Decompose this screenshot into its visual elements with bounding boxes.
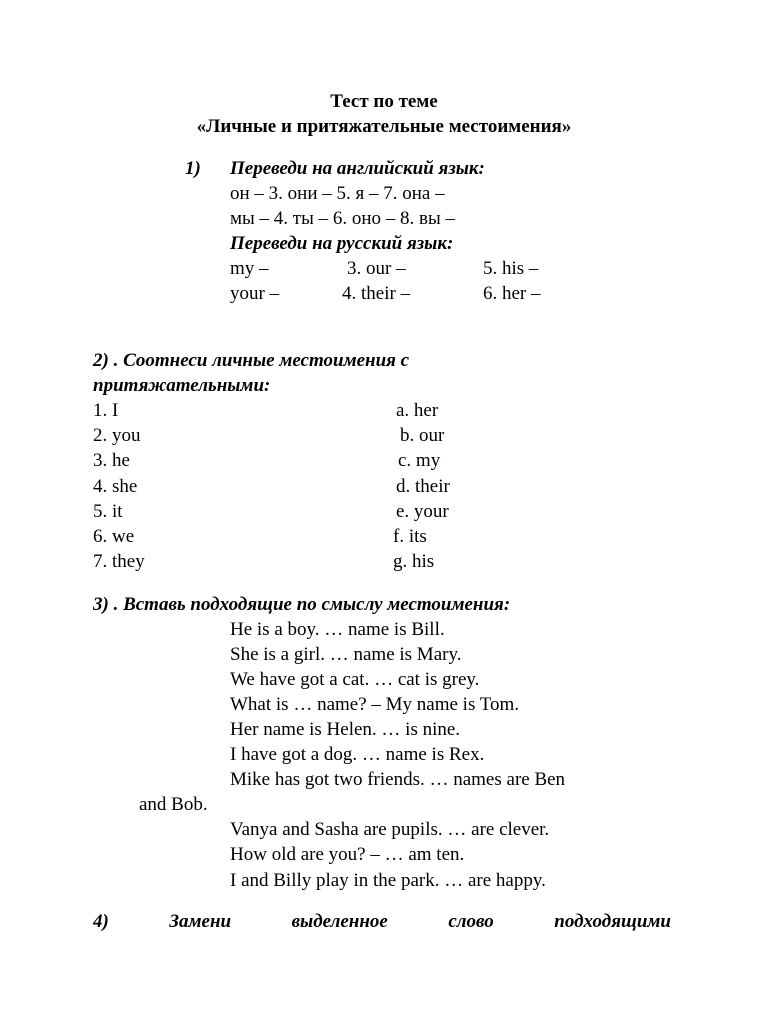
task2-pronoun: 1. I xyxy=(93,400,119,421)
task1-english-word: 5. his – xyxy=(483,258,539,279)
task2-possessive: c. my xyxy=(398,450,441,471)
task4-word: Замени xyxy=(169,911,232,932)
task3-sentence: What is … name? – My name is Tom. xyxy=(230,694,520,715)
task4-word: подходящими xyxy=(554,911,671,932)
task1-russian-line-1: он – 3. они – 5. я – 7. она – xyxy=(230,183,445,204)
task3-sentence: I and Billy play in the park. … are happy. xyxy=(230,870,546,891)
task2-pronoun: 4. she xyxy=(93,476,138,497)
task2-pronoun: 5. it xyxy=(93,501,123,522)
task2-pronoun: 2. you xyxy=(93,425,141,446)
task3-sentence: How old are you? – … am ten. xyxy=(230,844,465,865)
task2-possessive: e. your xyxy=(396,501,449,522)
task3-sentence-continued: and Bob. xyxy=(139,794,208,815)
page-subtitle: «Личные и притяжательные местоимения» xyxy=(196,116,572,137)
task3-sentence: He is a boy. … name is Bill. xyxy=(230,619,445,640)
task3-sentence: She is a girl. … name is Mary. xyxy=(230,644,462,665)
task3-sentence: We have got a cat. … cat is grey. xyxy=(230,669,480,690)
task2-possessive: f. its xyxy=(393,526,427,547)
task2-pronoun: 6. we xyxy=(93,526,135,547)
page-title: Тест по теме xyxy=(330,91,438,112)
task1-english-word: 6. her – xyxy=(483,283,541,304)
task4-word: выделенное xyxy=(291,911,388,932)
task2-pronoun: 7. they xyxy=(93,551,145,572)
task1-heading-english: Переведи на английский язык: xyxy=(230,158,485,179)
task3-sentence: Vanya and Sasha are pupils. … are clever. xyxy=(230,819,550,840)
task3-sentence: Her name is Helen. … is nine. xyxy=(230,719,461,740)
task1-english-word: 4. their – xyxy=(342,283,411,304)
task1-heading-russian: Переведи на русский язык: xyxy=(230,233,454,254)
task2-possessive: d. their xyxy=(396,476,450,497)
task1-english-word: 3. our – xyxy=(347,258,406,279)
task3-sentence: Mike has got two friends. … names are Ben xyxy=(230,769,566,790)
task2-heading-continued: притяжательными: xyxy=(93,375,271,396)
task4-number: 4) xyxy=(93,911,109,932)
task4-word: слово xyxy=(448,911,494,932)
task2-possessive: b. our xyxy=(400,425,445,446)
task3-heading: 3) . Вставь подходящие по смыслу местоимения: xyxy=(93,594,511,615)
task3-sentence: I have got a dog. … name is Rex. xyxy=(230,744,485,765)
task2-possessive: g. his xyxy=(393,551,435,572)
task2-heading: 2) . Соотнеси личные местоимения с xyxy=(93,350,410,371)
task1-english-word: your – xyxy=(230,283,280,304)
task1-english-word: my – xyxy=(230,258,269,279)
task2-pronoun: 3. he xyxy=(93,450,130,471)
task1-number: 1) xyxy=(185,158,201,179)
task1-russian-line-2: мы – 4. ты – 6. оно – 8. вы – xyxy=(230,208,456,229)
task4-heading xyxy=(93,909,671,934)
task2-possessive: a. her xyxy=(396,400,439,421)
